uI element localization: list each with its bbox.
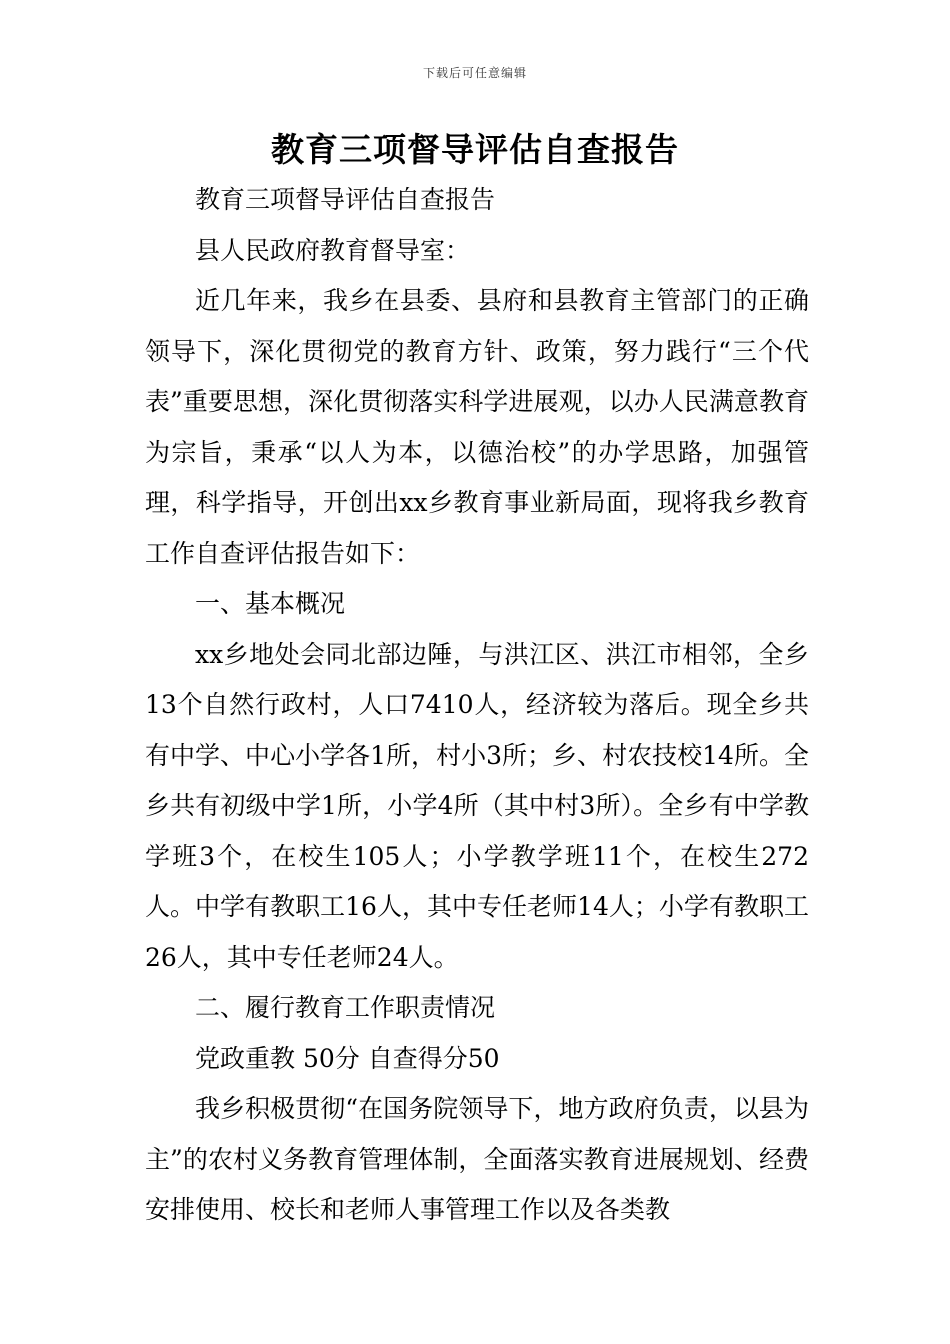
intro-paragraph: 近几年来，我乡在县委、县府和县教育主管部门的正确领导下，深化贯彻党的教育方针、政策，努力践行“三个代表”重要思想，深化贯彻落实科学进展观，以办人民满意教育为宗旨，秉承“以人为本，以德治校”的办学思路，加强管理，科学指导，开创出xx乡教育事业新局面，现将我乡教育工作自查评估报告如下： xyxy=(145,286,809,568)
subtitle-paragraph: 教育三项督导评估自查报告 xyxy=(195,185,496,214)
document-title: 教育三项督导评估自查报告 xyxy=(271,130,679,169)
addressee-paragraph: 县人民政府教育督导室： xyxy=(195,235,471,265)
duties-paragraph: 我乡积极贯彻“在国务院领导下，地方政府负责，以县为主”的农村义务教育管理体制，全面落实教育进展规划、经费安排使用、校长和老师人事管理工作以及各类教 xyxy=(145,1094,809,1224)
section-heading-duties: 二、履行教育工作职责情况 xyxy=(195,993,496,1022)
document-body xyxy=(145,175,809,1236)
score-line: 党政重教 50分 自查得分50 xyxy=(195,1043,500,1073)
section-heading-overview: 一、基本概况 xyxy=(195,589,346,618)
overview-paragraph: xx乡地处会同北部边陲，与洪江区、洪江市相邻，全乡13个自然行政村，人口7410人，经济较为落后。现全乡共有中学、中心小学各1所，村小3所；乡、村农技校14所。全乡共有初级中学1所，小学4所（其中村3所）。全乡有中学教学班3个，在校生105人；小学教学班11个，在校生272人。中学有教职工16人，其中专任老师14人；小学有教职工26人，其中专任老师24人。 xyxy=(145,639,809,972)
header-note: 下载后可任意编辑 xyxy=(422,66,527,80)
